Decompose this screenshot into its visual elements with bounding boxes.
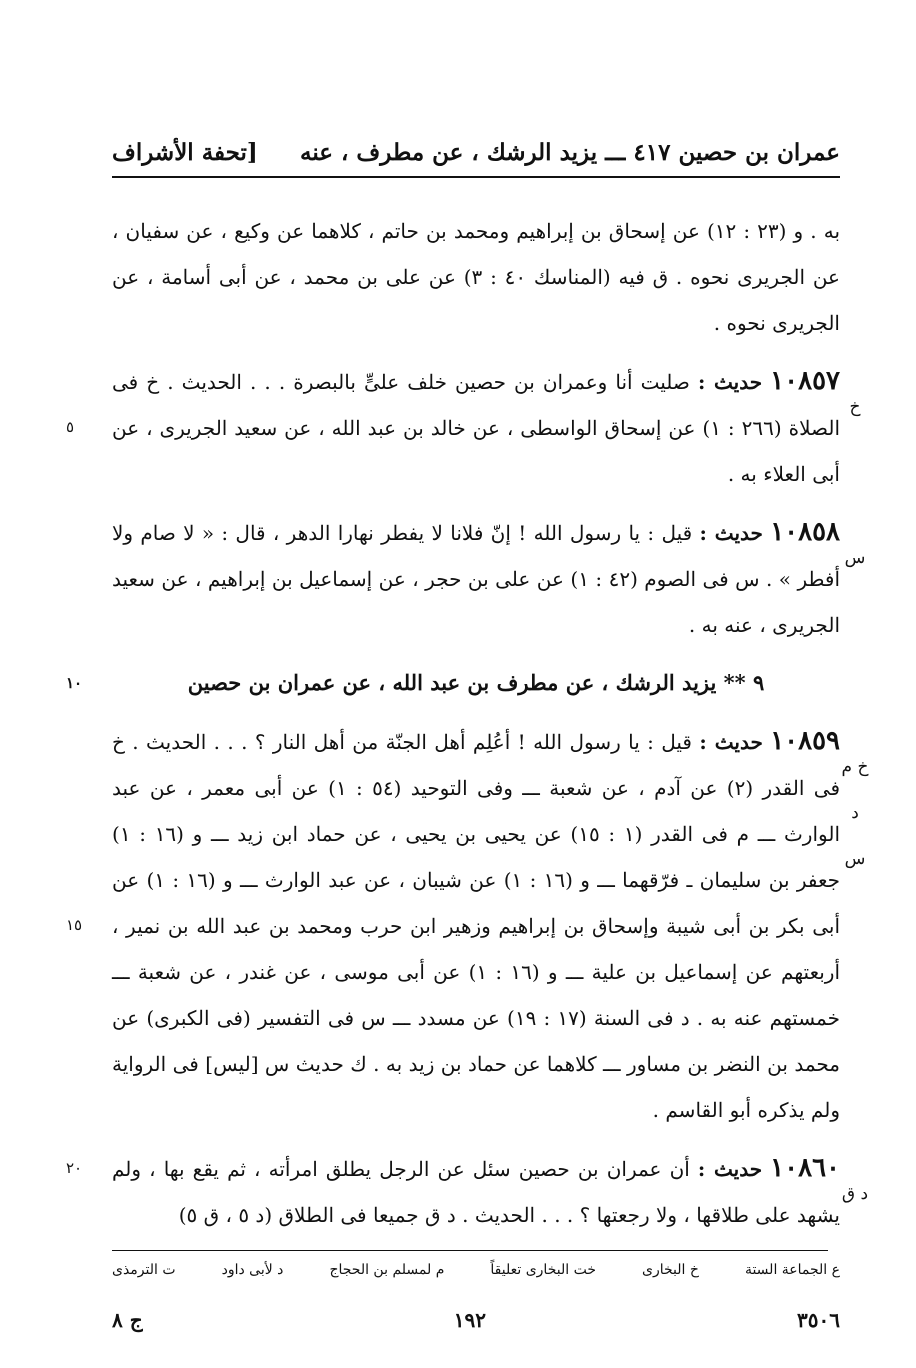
page-footer — [112, 1302, 840, 1338]
hadith-entry — [66, 1145, 869, 1238]
continuation-text: به . و (٢٣ : ١٢) عن إسحاق بن إبراهيم ومحمد بن حاتم ، كلاهما عن وكيع ، عن سفيان ، عن الجريرى نحوه . ق فيه (المناسك ٤٠ : ٣) عن على بن محمد ، عن أبى أسامة ، عن الجريرى نحوه . — [112, 219, 841, 335]
hadith-text: صليت أنا وعمران بن حصين خلف علىٍّ بالبصرة . . . الحديث . خ فى الصلاة (٢٦٦ : ١) عن إسحاق الواسطى ، عن خالد بن عبد الله ، عن سعيد الجريرى ، عن أبى العلاء به . — [112, 370, 840, 486]
continuation-paragraph — [112, 208, 840, 346]
hadith-source-symbols: س — [844, 548, 866, 568]
header-title: عمران بن حصين ٤١٧ ـــ يزيد الرشك ، عن مطرف ، عنه — [300, 138, 840, 166]
hadith-entry — [66, 718, 869, 1133]
hadith-keyword: حديث : — [697, 370, 763, 394]
abbreviation-legend — [112, 1262, 840, 1290]
chapter-heading-text: ٩ ** يزيد الرشك ، عن مطرف بن عبد الله ، عن عمران بن حصين — [187, 670, 765, 695]
hadith-source-symbols: خ م د س — [841, 757, 869, 869]
hadith-entry — [112, 509, 866, 648]
volume-label: ج ٨ — [112, 1308, 143, 1332]
margin-line-number: ١٥ — [66, 916, 83, 934]
hadith-text: قيل : يا رسول الله ! إنّ فلانا لا يفطر نهارا الدهر ، قال : « لا صام ولا أفطر » . س فى الصوم (٤٢ : ١) عن على بن حجر ، عن إسماعيل بن إبراهيم ، عن سعيد الجريرى ، عنه به . — [112, 521, 841, 637]
running-header — [112, 132, 840, 172]
legend-item: د لأبى داود — [221, 1262, 284, 1278]
legend-item: خ البخارى — [642, 1262, 699, 1278]
margin-line-number: ١٠ — [66, 674, 83, 692]
main-text — [66, 208, 869, 1250]
margin-line-number: ٢٠ — [66, 1159, 83, 1177]
page-number: ١٩٢ — [453, 1308, 486, 1332]
hadith-entry — [66, 358, 861, 497]
hadith-text: أن عمران بن حصين سئل عن الرجل يطلق امرأته ، ثم يقع بها ، ولم يشهد على طلاقها ، ولا رجعتها ؟ . . . الحديث . د ق جميعا فى الطلاق (د ٥ ، ق ٥) — [112, 1157, 840, 1227]
header-book-name: [تحفة الأشراف — [112, 138, 258, 166]
hadith-keyword: حديث : — [699, 521, 763, 545]
legend-item: خت البخارى تعليقاً — [490, 1262, 596, 1278]
hadith-text: قيل : يا رسول الله ! أعُلِم أهل الجنّة من أهل النار ؟ . . . الحديث . خ فى القدر (٢) عن آدم ، عن شعبة ـــ وفى التوحيد (٥٤ : ١) عن أبى معمر ، عن عبد الوارث ـــ م فى القدر (١ : ١٥) عن يحيى بن يحيى ، عن حماد ابن زيد ـــ و (١٦ : ١) جعفر بن سليمان ـ فرّقهما ـــ و (١٦ : ١) عن شيبان ، عن عبد الوارث ـــ و (١٦ : ١) عن أبى بكر بن أبى شيبة وإسحاق بن إبراهيم وزهير ابن حرب ومحمد بن عبد الله بن نمير ، أربعتهم عن إسماعيل بن علية ـــ و (١٦ : ١) عن أبى موسى ، عن غندر ، عن شعبة ـــ خمستهم عنه به . د فى السنة (١٧ : ١٩) عن مسدد ـــ س فى التفسير (فى الكبرى) عن محمد بن النضر بن مساور ـــ كلاهما عن حماد بن زيد به . ك حديث س [ليس] فى الرواية ولم يذكره أبو القاسم . — [112, 730, 841, 1122]
hadith-source-symbols: خ — [849, 397, 861, 417]
hadith-number: ١٠٨٦٠ — [770, 1153, 840, 1183]
footer-reference-number: ٣٥٠٦ — [797, 1308, 840, 1332]
hadith-number: ١٠٨٥٧ — [770, 366, 840, 396]
hadith-number: ١٠٨٥٩ — [770, 726, 841, 756]
legend-item: ع الجماعة الستة — [744, 1262, 840, 1278]
hadith-number: ١٠٨٥٨ — [770, 517, 841, 547]
footnote-rule — [112, 1250, 828, 1251]
legend-item: ت الترمذى — [112, 1262, 176, 1278]
chapter-heading — [66, 660, 840, 706]
hadith-keyword: حديث : — [699, 730, 763, 754]
hadith-keyword: حديث : — [697, 1157, 763, 1181]
margin-line-number: ٥ — [66, 418, 75, 436]
hadith-source-symbols: د ق — [841, 1184, 869, 1204]
header-rule — [112, 176, 840, 178]
legend-item: م لمسلم بن الحجاج — [329, 1262, 445, 1278]
